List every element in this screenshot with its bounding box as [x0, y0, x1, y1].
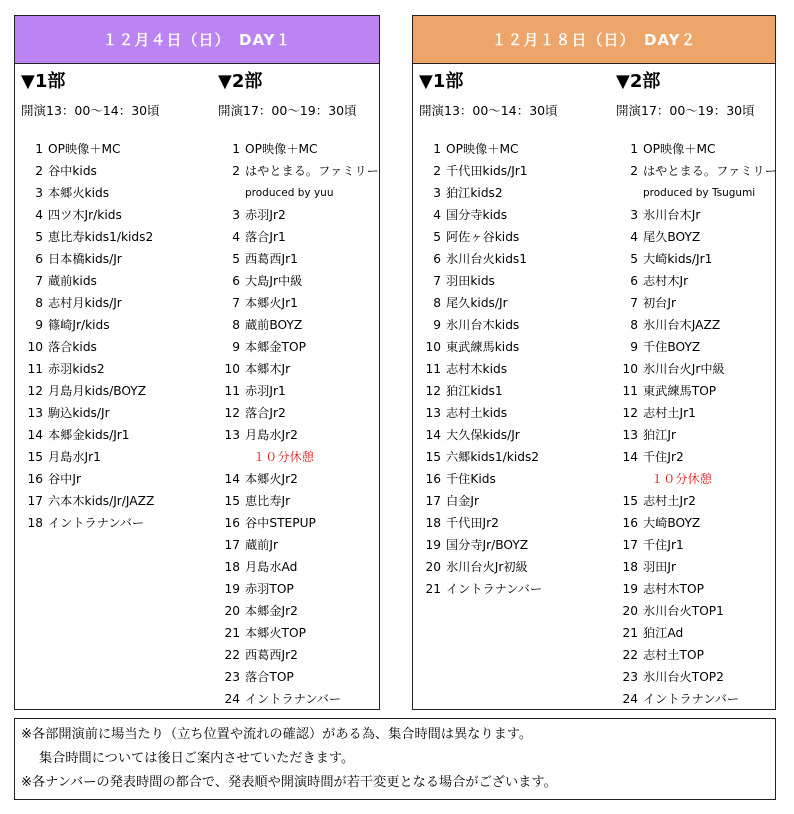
item-number: 15	[224, 494, 240, 508]
item-number: 16	[224, 516, 240, 530]
item-number: 9	[630, 340, 638, 354]
note-line-3: ※各ナンバーの発表時間の都合で、発表順や開演時間が若干変更となる場合がございます。	[21, 775, 557, 790]
item-title: イントラナンバー	[48, 516, 145, 530]
list-item	[21, 512, 154, 534]
list-item	[218, 226, 379, 248]
item-title: 恵比寿kids1/kids2	[48, 230, 154, 244]
list-item	[21, 204, 154, 226]
list-item	[21, 336, 154, 358]
item-title: 阿佐ヶ谷kids	[446, 230, 520, 244]
item-number: 21	[224, 626, 240, 640]
item-number: 16	[425, 472, 441, 486]
item-title: OP映像＋MC	[643, 142, 716, 156]
item-title: 駒込kids/Jr	[48, 406, 110, 420]
item-title: 本郷火Jr1	[245, 296, 298, 310]
list-item	[616, 424, 777, 446]
item-number: 8	[232, 318, 240, 332]
list-item	[218, 468, 379, 490]
item-number: 14	[27, 428, 43, 442]
day1-part1-program-list	[21, 138, 154, 534]
item-title: 月島水Ad	[245, 560, 298, 574]
list-item	[218, 336, 379, 358]
item-title: 羽田kids	[446, 274, 495, 288]
list-item	[21, 248, 154, 270]
item-title: 志村土kids	[446, 406, 508, 420]
item-number: 6	[232, 274, 240, 288]
list-item	[419, 160, 542, 182]
item-number: 18	[622, 560, 638, 574]
item-number: 12	[622, 406, 638, 420]
item-title: 千住Kids	[446, 472, 496, 486]
list-item	[419, 182, 542, 204]
item-number: 2	[35, 164, 43, 178]
list-item	[616, 292, 777, 314]
item-title: 尾久BOYZ	[643, 230, 701, 244]
list-item	[218, 270, 379, 292]
item-title: 本郷金Jr2	[245, 604, 298, 618]
list-item	[21, 490, 154, 512]
item-title: 落合Jr2	[245, 406, 286, 420]
item-number: 8	[433, 296, 441, 310]
day1-panel	[14, 15, 380, 710]
day2-part2-time: 開演17：00～19：30頃	[616, 103, 755, 118]
list-item	[616, 534, 777, 556]
list-item	[218, 402, 379, 424]
list-item	[616, 336, 777, 358]
list-item	[419, 204, 542, 226]
item-title: 落合Jr1	[245, 230, 286, 244]
item-number: 13	[425, 406, 441, 420]
list-item	[616, 314, 777, 336]
item-number: 18	[27, 516, 43, 530]
list-item	[616, 556, 777, 578]
list-item	[616, 666, 777, 688]
item-number: 4	[433, 208, 441, 222]
list-item	[616, 402, 777, 424]
item-number: 24	[622, 692, 638, 706]
item-title: 国分寺Jr/BOYZ	[446, 538, 529, 552]
item-title: 本郷金TOP	[245, 340, 306, 354]
list-item	[218, 490, 379, 512]
item-number: 1	[630, 142, 638, 156]
item-number: 15	[622, 494, 638, 508]
list-item	[218, 248, 379, 270]
item-title: 大久保kids/Jr	[446, 428, 520, 442]
list-item	[218, 138, 379, 160]
item-title: 千住Jr2	[643, 450, 684, 464]
item-number: 11	[622, 384, 638, 398]
item-number: 1	[35, 142, 43, 156]
item-title: 西葛西Jr1	[245, 252, 298, 266]
item-title: OP映像＋MC	[446, 142, 519, 156]
item-number: 5	[35, 230, 43, 244]
list-item	[419, 138, 542, 160]
list-item	[419, 358, 542, 380]
item-title: 志村土TOP	[643, 648, 704, 662]
item-number: 1	[433, 142, 441, 156]
item-number: 12	[27, 384, 43, 398]
list-item	[616, 622, 777, 644]
item-number: 14	[622, 450, 638, 464]
item-title: 月島水Jr1	[48, 450, 101, 464]
item-title: 氷川台火TOP2	[643, 670, 724, 684]
list-item	[21, 424, 154, 446]
item-number: 13	[622, 428, 638, 442]
note-line-2: 集合時間については後日ご案内させていただきます。	[39, 751, 355, 766]
item-number: 24	[224, 692, 240, 706]
item-title: 本郷金kids/Jr1	[48, 428, 130, 442]
item-number: 17	[27, 494, 43, 508]
list-item	[218, 600, 379, 622]
day1-part2-program-list	[218, 138, 379, 710]
list-item	[218, 314, 379, 336]
item-title: 東武練馬TOP	[643, 384, 717, 398]
item-number: 15	[27, 450, 43, 464]
item-title: 志村土Jr2	[643, 494, 696, 508]
day2-part1-time: 開演13：00～14：30頃	[419, 103, 558, 118]
item-title: １０分休憩	[253, 450, 314, 464]
list-item	[21, 270, 154, 292]
list-item	[218, 578, 379, 600]
item-title: 尾久kids/Jr	[446, 296, 508, 310]
item-title: 月島月kids/BOYZ	[48, 384, 147, 398]
list-item	[616, 138, 777, 160]
item-title: 千代田Jr2	[446, 516, 499, 530]
list-item-continuation	[218, 182, 379, 204]
item-title: 六郷kids1/kids2	[446, 450, 540, 464]
list-item	[218, 424, 379, 446]
item-title: 志村木Jr	[643, 274, 689, 288]
list-item	[419, 380, 542, 402]
item-title: 蔵前BOYZ	[245, 318, 303, 332]
list-item	[21, 358, 154, 380]
item-title: 本郷火kids	[48, 186, 110, 200]
item-title: 大島Jr中級	[245, 274, 303, 288]
list-item	[616, 688, 777, 710]
item-title: 志村月kids/Jr	[48, 296, 122, 310]
list-item	[21, 314, 154, 336]
day2-part1	[419, 66, 558, 596]
item-title: 赤羽TOP	[245, 582, 294, 596]
item-title: はやとまる。ファミリー	[643, 164, 777, 178]
item-title: 狛江kids1	[446, 384, 503, 398]
list-item	[419, 468, 542, 490]
item-number: 20	[622, 604, 638, 618]
item-number: 3	[35, 186, 43, 200]
item-number: 21	[622, 626, 638, 640]
item-number: 13	[224, 428, 240, 442]
item-title: 本郷火Jr2	[245, 472, 298, 486]
list-item	[419, 314, 542, 336]
list-item	[616, 490, 777, 512]
item-number: 15	[425, 450, 441, 464]
item-title: 日本橋kids/Jr	[48, 252, 122, 266]
item-title: 赤羽Jr2	[245, 208, 286, 222]
item-title: 初台Jr	[643, 296, 676, 310]
day1-header: １２月４日（日） DAY１	[15, 16, 379, 64]
item-title: イントラナンバー	[245, 692, 342, 706]
item-title: 氷川台火Jr初級	[446, 560, 528, 574]
item-number: 9	[35, 318, 43, 332]
item-title: 氷川台木kids	[446, 318, 520, 332]
item-title: OP映像＋MC	[48, 142, 121, 156]
item-number: 4	[35, 208, 43, 222]
day2-part1-program-list	[419, 138, 542, 600]
item-number: 19	[425, 538, 441, 552]
list-item	[419, 270, 542, 292]
day2-part2	[616, 66, 777, 706]
item-title: 蔵前kids	[48, 274, 97, 288]
item-number: 9	[433, 318, 441, 332]
item-title: 蔵前Jr	[245, 538, 278, 552]
day1-part2	[218, 66, 379, 706]
item-number: 20	[224, 604, 240, 618]
list-item	[21, 446, 154, 468]
item-number: 6	[35, 252, 43, 266]
item-title: 志村木TOP	[643, 582, 704, 596]
item-title: はやとまる。ファミリー	[245, 164, 379, 178]
item-number: 12	[224, 406, 240, 420]
item-number: 4	[232, 230, 240, 244]
item-number: 2	[433, 164, 441, 178]
item-title: 本郷火TOP	[245, 626, 306, 640]
list-item	[419, 402, 542, 424]
item-number: 17	[224, 538, 240, 552]
list-item	[218, 358, 379, 380]
item-number: 17	[622, 538, 638, 552]
item-number: 11	[425, 362, 441, 376]
item-number: 2	[232, 164, 240, 178]
list-item	[21, 226, 154, 248]
item-title: 大崎BOYZ	[643, 516, 701, 530]
item-title: produced by yuu	[245, 187, 334, 199]
item-title: 大崎kids/Jr1	[643, 252, 713, 266]
item-title: 西葛西Jr2	[245, 648, 298, 662]
list-item	[419, 424, 542, 446]
list-item	[419, 490, 542, 512]
list-item	[616, 446, 777, 468]
item-title: 四ツ木Jr/kids	[48, 208, 122, 222]
list-item	[616, 644, 777, 666]
list-item	[419, 226, 542, 248]
item-title: 狛江kids2	[446, 186, 503, 200]
item-number: 18	[224, 560, 240, 574]
item-title: 落合TOP	[245, 670, 294, 684]
list-item	[616, 270, 777, 292]
item-number: 3	[433, 186, 441, 200]
item-title: 赤羽Jr1	[245, 384, 286, 398]
item-title: OP映像＋MC	[245, 142, 318, 156]
item-number: 19	[622, 582, 638, 596]
list-item	[218, 688, 379, 710]
item-number: 1	[232, 142, 240, 156]
list-item	[21, 468, 154, 490]
item-title: 千住Jr1	[643, 538, 684, 552]
item-number: 3	[232, 208, 240, 222]
list-item	[218, 534, 379, 556]
list-item	[21, 292, 154, 314]
item-number: 10	[224, 362, 240, 376]
break-item	[616, 468, 777, 490]
item-number: 4	[630, 230, 638, 244]
item-title: 氷川台火Jr中級	[643, 362, 725, 376]
list-item	[616, 160, 777, 182]
item-number: 8	[35, 296, 43, 310]
day1-part1-title: ▼1部	[21, 71, 66, 92]
item-number: 23	[224, 670, 240, 684]
item-title: 羽田Jr	[643, 560, 676, 574]
item-title: イントラナンバー	[446, 582, 543, 596]
day1-part2-title: ▼2部	[218, 71, 263, 92]
item-title: 恵比寿Jr	[245, 494, 291, 508]
list-item	[21, 402, 154, 424]
item-number: 5	[433, 230, 441, 244]
list-item	[21, 160, 154, 182]
list-item	[218, 644, 379, 666]
item-number: 19	[224, 582, 240, 596]
list-item	[21, 182, 154, 204]
list-item	[419, 556, 542, 578]
item-number: 16	[622, 516, 638, 530]
item-title: 月島水Jr2	[245, 428, 298, 442]
list-item	[616, 380, 777, 402]
item-title: 志村土Jr1	[643, 406, 696, 420]
item-number: 7	[35, 274, 43, 288]
item-title: 谷中STEPUP	[245, 516, 316, 530]
list-item	[21, 380, 154, 402]
list-item	[218, 160, 379, 182]
item-title: 六本木kids/Jr/JAZZ	[48, 494, 155, 508]
day1-part1	[21, 66, 160, 530]
item-title: 赤羽kids2	[48, 362, 105, 376]
item-number: 6	[630, 274, 638, 288]
list-item	[218, 622, 379, 644]
list-item	[218, 380, 379, 402]
item-number: 16	[27, 472, 43, 486]
item-title: 落合kids	[48, 340, 97, 354]
list-item	[419, 248, 542, 270]
day1-part2-time: 開演17：00～19：30頃	[218, 103, 357, 118]
item-title: 国分寺kids	[446, 208, 508, 222]
item-title: 氷川台木JAZZ	[643, 318, 721, 332]
list-item	[21, 138, 154, 160]
item-number: 7	[433, 274, 441, 288]
list-item	[419, 578, 542, 600]
item-number: 14	[224, 472, 240, 486]
item-title: 氷川台火kids1	[446, 252, 528, 266]
item-number: 7	[232, 296, 240, 310]
item-number: 10	[622, 362, 638, 376]
item-number: 10	[425, 340, 441, 354]
item-number: 3	[630, 208, 638, 222]
item-number: 12	[425, 384, 441, 398]
item-number: 23	[622, 670, 638, 684]
item-number: 2	[630, 164, 638, 178]
list-item	[218, 292, 379, 314]
item-title: 千住BOYZ	[643, 340, 701, 354]
item-title: 谷中kids	[48, 164, 97, 178]
day2-part2-program-list	[616, 138, 777, 710]
note-line-1: ※各部開演前に場当たり（立ち位置や流れの確認）がある為、集合時間は異なります。	[21, 727, 533, 742]
list-item	[616, 358, 777, 380]
list-item	[616, 248, 777, 270]
list-item	[218, 556, 379, 578]
item-title: 氷川台火TOP1	[643, 604, 724, 618]
item-number: 10	[27, 340, 43, 354]
list-item	[218, 204, 379, 226]
item-title: 千代田kids/Jr1	[446, 164, 528, 178]
item-number: 13	[27, 406, 43, 420]
day2-header: １２月１８日（日） DAY２	[413, 16, 775, 64]
list-item	[419, 512, 542, 534]
item-title: 狛江Jr	[643, 428, 676, 442]
item-number: 6	[433, 252, 441, 266]
item-title: イントラナンバー	[643, 692, 740, 706]
list-item	[616, 204, 777, 226]
day2-part2-title: ▼2部	[616, 71, 661, 92]
item-number: 18	[425, 516, 441, 530]
list-item	[218, 512, 379, 534]
item-number: 14	[425, 428, 441, 442]
item-number: 11	[27, 362, 43, 376]
item-title: １０分休憩	[651, 472, 712, 486]
list-item	[419, 336, 542, 358]
item-number: 8	[630, 318, 638, 332]
item-title: 篠崎Jr/kids	[48, 318, 110, 332]
notes-box	[14, 718, 776, 800]
item-number: 22	[622, 648, 638, 662]
day2-panel	[412, 15, 776, 710]
list-item	[616, 226, 777, 248]
item-number: 7	[630, 296, 638, 310]
list-item	[419, 292, 542, 314]
list-item	[616, 512, 777, 534]
item-title: 谷中Jr	[48, 472, 81, 486]
item-title: 白金Jr	[446, 494, 479, 508]
item-title: 東武練馬kids	[446, 340, 520, 354]
list-item	[616, 600, 777, 622]
item-number: 5	[630, 252, 638, 266]
day2-part1-title: ▼1部	[419, 71, 464, 92]
item-title: 氷川台木Jr	[643, 208, 701, 222]
item-number: 9	[232, 340, 240, 354]
day1-part1-time: 開演13：00～14：30頃	[21, 103, 160, 118]
list-item	[419, 446, 542, 468]
list-item	[218, 666, 379, 688]
item-number: 5	[232, 252, 240, 266]
item-title: produced by Tsugumi	[643, 187, 756, 199]
list-item	[419, 534, 542, 556]
item-number: 21	[425, 582, 441, 596]
item-number: 11	[224, 384, 240, 398]
item-title: 狛江Ad	[643, 626, 684, 640]
break-item	[218, 446, 379, 468]
item-number: 17	[425, 494, 441, 508]
item-title: 志村木kids	[446, 362, 508, 376]
item-title: 本郷木Jr	[245, 362, 291, 376]
list-item-continuation	[616, 182, 777, 204]
list-item	[616, 578, 777, 600]
item-number: 22	[224, 648, 240, 662]
item-number: 20	[425, 560, 441, 574]
